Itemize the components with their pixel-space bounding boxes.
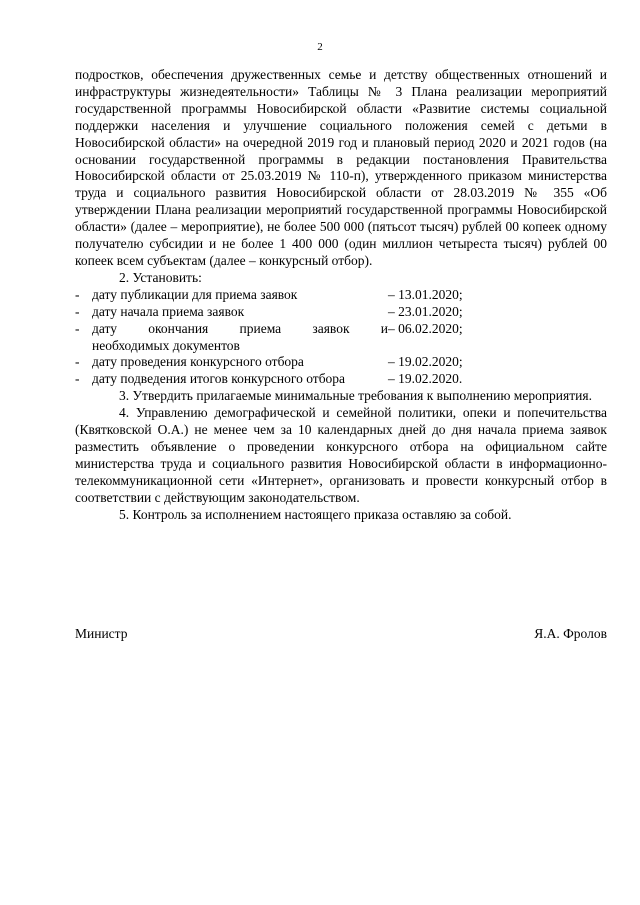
schedule-label: дату проведения конкурсного отбора <box>92 354 304 370</box>
item-3-paragraph: 3. Утвердить прилагаемые минимальные требования к выполнению мероприятия. <box>119 388 592 404</box>
schedule-date: – 19.02.2020; <box>388 354 463 370</box>
schedule-date: – 19.02.2020. <box>388 371 463 387</box>
schedule-date: – 13.01.2020; <box>388 286 463 302</box>
schedule-list <box>75 287 607 388</box>
signature-block <box>75 625 607 642</box>
list-dash: - <box>75 286 80 302</box>
schedule-date: – 06.02.2020; <box>388 320 463 336</box>
schedule-label: дату подведения итогов конкурсного отбора <box>92 371 346 387</box>
schedule-row-start <box>75 304 607 321</box>
schedule-label-second-line: необходимых документов <box>92 337 240 353</box>
item-5-paragraph: 5. Контроль за исполнением настоящего приказа оставляю за собой. <box>119 506 512 522</box>
signature-position: Министр <box>75 626 128 641</box>
list-dash: - <box>75 354 80 370</box>
signature-name: Я.А. Фролов <box>534 626 607 641</box>
schedule-row-publication <box>75 287 607 304</box>
item-4-paragraph: 4. Управлению демографической и семейной политики, опеки и попечительства (Квятковской О.А.) не менее чем за 10 календарных дней до дня начала приема заявок разместить объявление о проведении конкурсного отбора на официальном сайте министерства труда и социального развития Новосибирской области в информационно-телекоммуникационной сети «Интернет», организовать и провести конкурсный отбор в соответствии с действующим законодательством. <box>75 405 607 505</box>
schedule-row-selection <box>75 354 607 371</box>
intro-paragraph: подростков, обеспечения дружественных семье и детству общественных отношений и инфраструктуры жизнедеятельности» Таблицы № 3 Плана реализации мероприятий государственной программы Новосибирской области «Развитие системы социальной поддержки населения и улучшение социального положения семей с детьми в Новосибирской области» на очередной 2019 год и плановый период 2020 и 2021 годов (на основании государственной программы в редакции постановления Правительства Новосибирской области от 25.03.2019 № 110-п), утвержденного приказом министерства труда и социального развития Новосибирской области от 28.03.2019 № 355 «Об утверждении Плана реализации мероприятий государственной программы Новосибирской области» (далее – мероприятие), не более 500 000 (пятьсот тысяч) рублей 00 копеек одному получателю субсидии и не более 1 400 000 (один миллион четыреста тысяч) рублей 00 копеек всем субъектам (далее – конкурсный отбор). <box>75 67 607 268</box>
schedule-row-end <box>75 321 607 355</box>
schedule-label <box>92 321 388 355</box>
schedule-label: дату публикации для приема заявок <box>92 286 298 302</box>
schedule-label-first-line: дату окончания приема заявок и <box>92 320 388 336</box>
document-body <box>75 67 607 523</box>
list-dash: - <box>75 371 80 387</box>
list-dash: - <box>75 303 80 319</box>
list-dash: - <box>75 320 80 336</box>
page-number: 2 <box>317 41 323 53</box>
schedule-label: дату начала приема заявок <box>92 303 245 319</box>
schedule-row-results <box>75 371 607 388</box>
schedule-date: – 23.01.2020; <box>388 303 463 319</box>
item-2-heading: 2. Установить: <box>119 269 202 285</box>
